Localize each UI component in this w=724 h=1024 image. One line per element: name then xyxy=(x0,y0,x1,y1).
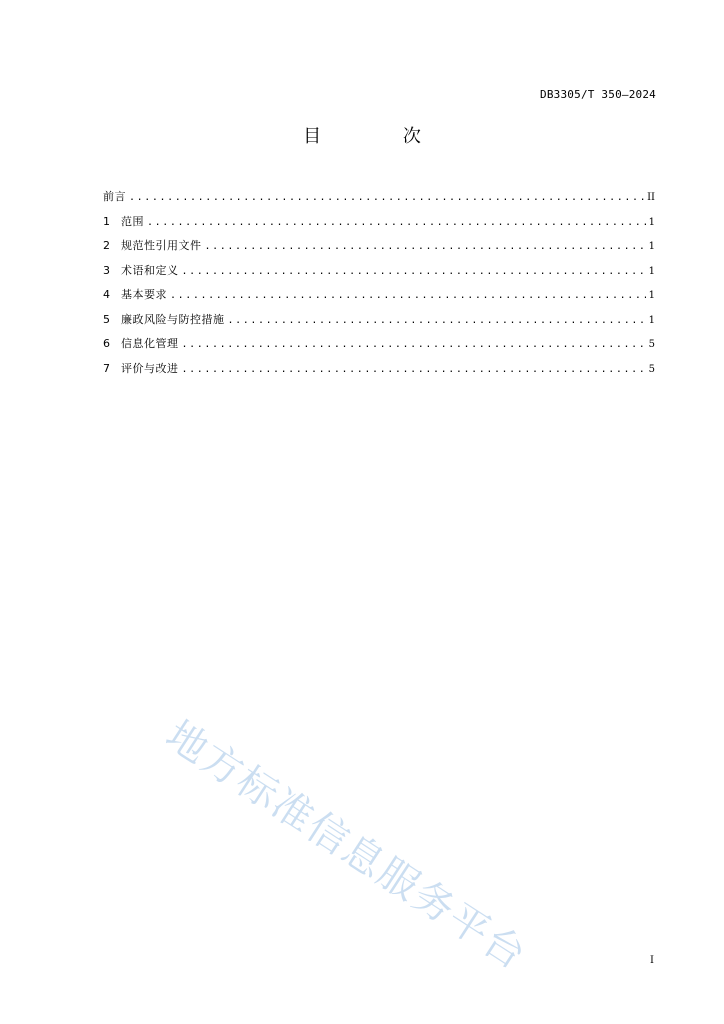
toc-entry-label: 前言 xyxy=(103,190,126,203)
toc-entry-page: 1 xyxy=(648,241,655,252)
toc-entry-page: 1 xyxy=(648,314,655,326)
toc-entry-label: 评价与改进 xyxy=(121,361,179,375)
toc-entry-label: 信息化管理 xyxy=(121,337,179,350)
toc-dot-leader xyxy=(170,290,646,301)
toc-dot-leader xyxy=(182,266,646,277)
toc-entry-page: 1 xyxy=(648,290,655,301)
toc-dot-leader xyxy=(129,192,644,203)
toc-entry-label: 术语和定义 xyxy=(121,263,179,277)
toc-entry-scope[interactable] xyxy=(103,213,655,238)
toc-entry-label: 基本要求 xyxy=(121,288,167,301)
toc-entry-risk-control[interactable] xyxy=(103,311,655,336)
toc-entry-page: 5 xyxy=(648,363,655,375)
toc-entry-number: 5 xyxy=(103,312,110,326)
toc-entry-foreword[interactable] xyxy=(103,188,655,213)
toc-entry-terms-definitions[interactable] xyxy=(103,262,655,287)
toc-entry-page: 1 xyxy=(648,265,655,277)
toc-entry-label: 廉政风险与防控措施 xyxy=(121,312,225,326)
toc-dot-leader xyxy=(147,217,646,228)
document-code: DB3305/T 350—2024 xyxy=(540,88,656,101)
toc-entry-label: 范围 xyxy=(121,214,144,228)
toc-dot-leader xyxy=(228,315,646,326)
toc-dot-leader xyxy=(205,241,646,252)
toc-title: 目 次 xyxy=(303,126,459,147)
table-of-contents xyxy=(103,188,655,384)
toc-entry-basic-requirements[interactable] xyxy=(103,286,655,311)
toc-dot-leader xyxy=(182,339,646,350)
toc-entry-number: 4 xyxy=(103,288,110,301)
toc-entry-number: 7 xyxy=(103,361,110,375)
watermark: 地方标准信息服务平台 xyxy=(157,712,535,980)
toc-entry-page: II xyxy=(647,192,655,203)
toc-entry-number: 3 xyxy=(103,263,110,277)
toc-entry-number: 2 xyxy=(103,239,110,252)
toc-entry-label: 规范性引用文件 xyxy=(121,239,202,252)
toc-entry-normative-references[interactable] xyxy=(103,237,655,262)
toc-entry-number: 1 xyxy=(103,214,110,228)
page-number: I xyxy=(650,955,654,966)
toc-dot-leader xyxy=(182,364,646,375)
toc-entry-evaluation-improvement[interactable] xyxy=(103,360,655,385)
toc-entry-page: 5 xyxy=(648,339,655,350)
toc-entry-number: 6 xyxy=(103,337,110,350)
toc-entry-informatization[interactable] xyxy=(103,335,655,360)
toc-entry-page: 1 xyxy=(648,216,655,228)
